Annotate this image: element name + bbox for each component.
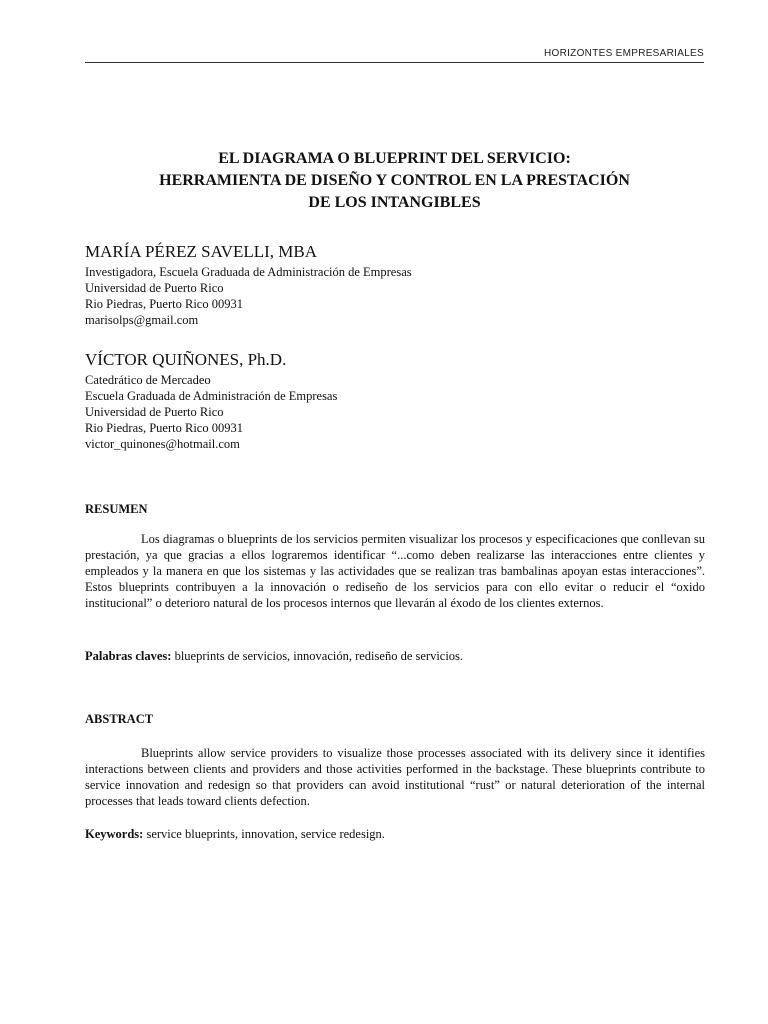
author-university: Universidad de Puerto Rico <box>85 405 224 419</box>
author-block-2 <box>85 350 704 452</box>
author-block-1 <box>85 242 704 328</box>
palabras-claves <box>85 648 705 664</box>
author-affiliation: Investigadora, Escuela Graduada de Administración de Empresas <box>85 265 412 279</box>
author-affiliation: Escuela Graduada de Administración de Empresas <box>85 389 338 403</box>
abstract-heading: ABSTRACT <box>85 712 154 726</box>
author-name: VÍCTOR QUIÑONES, Ph.D. <box>85 350 287 369</box>
palabras-claves-label: Palabras claves: <box>85 649 172 663</box>
title-line-3: DE LOS INTANGIBLES <box>308 194 481 211</box>
author-address: Rio Piedras, Puerto Rico 00931 <box>85 421 243 435</box>
author-name: MARÍA PÉREZ SAVELLI, MBA <box>85 242 318 261</box>
author-university: Universidad de Puerto Rico <box>85 281 224 295</box>
paper-title <box>85 148 704 214</box>
resumen-heading: RESUMEN <box>85 502 148 516</box>
header-rule <box>85 62 704 63</box>
palabras-claves-text: blueprints de servicios, innovación, rediseño de servicios. <box>171 649 464 663</box>
keywords <box>85 826 705 842</box>
keywords-text: service blueprints, innovation, service redesign. <box>143 827 385 841</box>
author-email: victor_quinones@hotmail.com <box>85 437 240 451</box>
author-address: Rio Piedras, Puerto Rico 00931 <box>85 297 243 311</box>
author-title: Catedrático de Mercadeo <box>85 373 211 387</box>
title-line-2: HERRAMIENTA DE DISEÑO Y CONTROL EN LA PRESTACIÓN <box>159 172 630 189</box>
keywords-label: Keywords: <box>85 827 144 841</box>
running-head: HORIZONTES EMPRESARIALES <box>543 48 704 59</box>
resumen-body: Los diagramas o blueprints de los servicios permiten visualizar los procesos y especificaciones que conllevan su prestación, ya que gracias a ellos lograremos identificar “...como deben realizarse las interacciones entre clientes y empleados y la manera en que los sistemas y las actividades que se realizan tras bambalinas apoyan estas interacciones”. Estos blueprints contribuyen a la innovación o rediseño de los servicios para con ello evitar o reducir el “oxido institucional” o deterioro natural de los procesos internos que llevarán al éxodo de los clientes externos. <box>85 532 705 610</box>
abstract-body: Blueprints allow service providers to visualize those processes associated with its delivery since it identifies interactions between clients and providers and those activities performed in the backstage. These blueprints contribute to service innovation and redesign so that providers can avoid institutional “rust” or natural deterioration of the internal processes that leads toward clients defection. <box>85 746 705 808</box>
author-email: marisolps@gmail.com <box>85 313 199 327</box>
title-line-1: EL DIAGRAMA O BLUEPRINT DEL SERVICIO: <box>218 150 571 167</box>
